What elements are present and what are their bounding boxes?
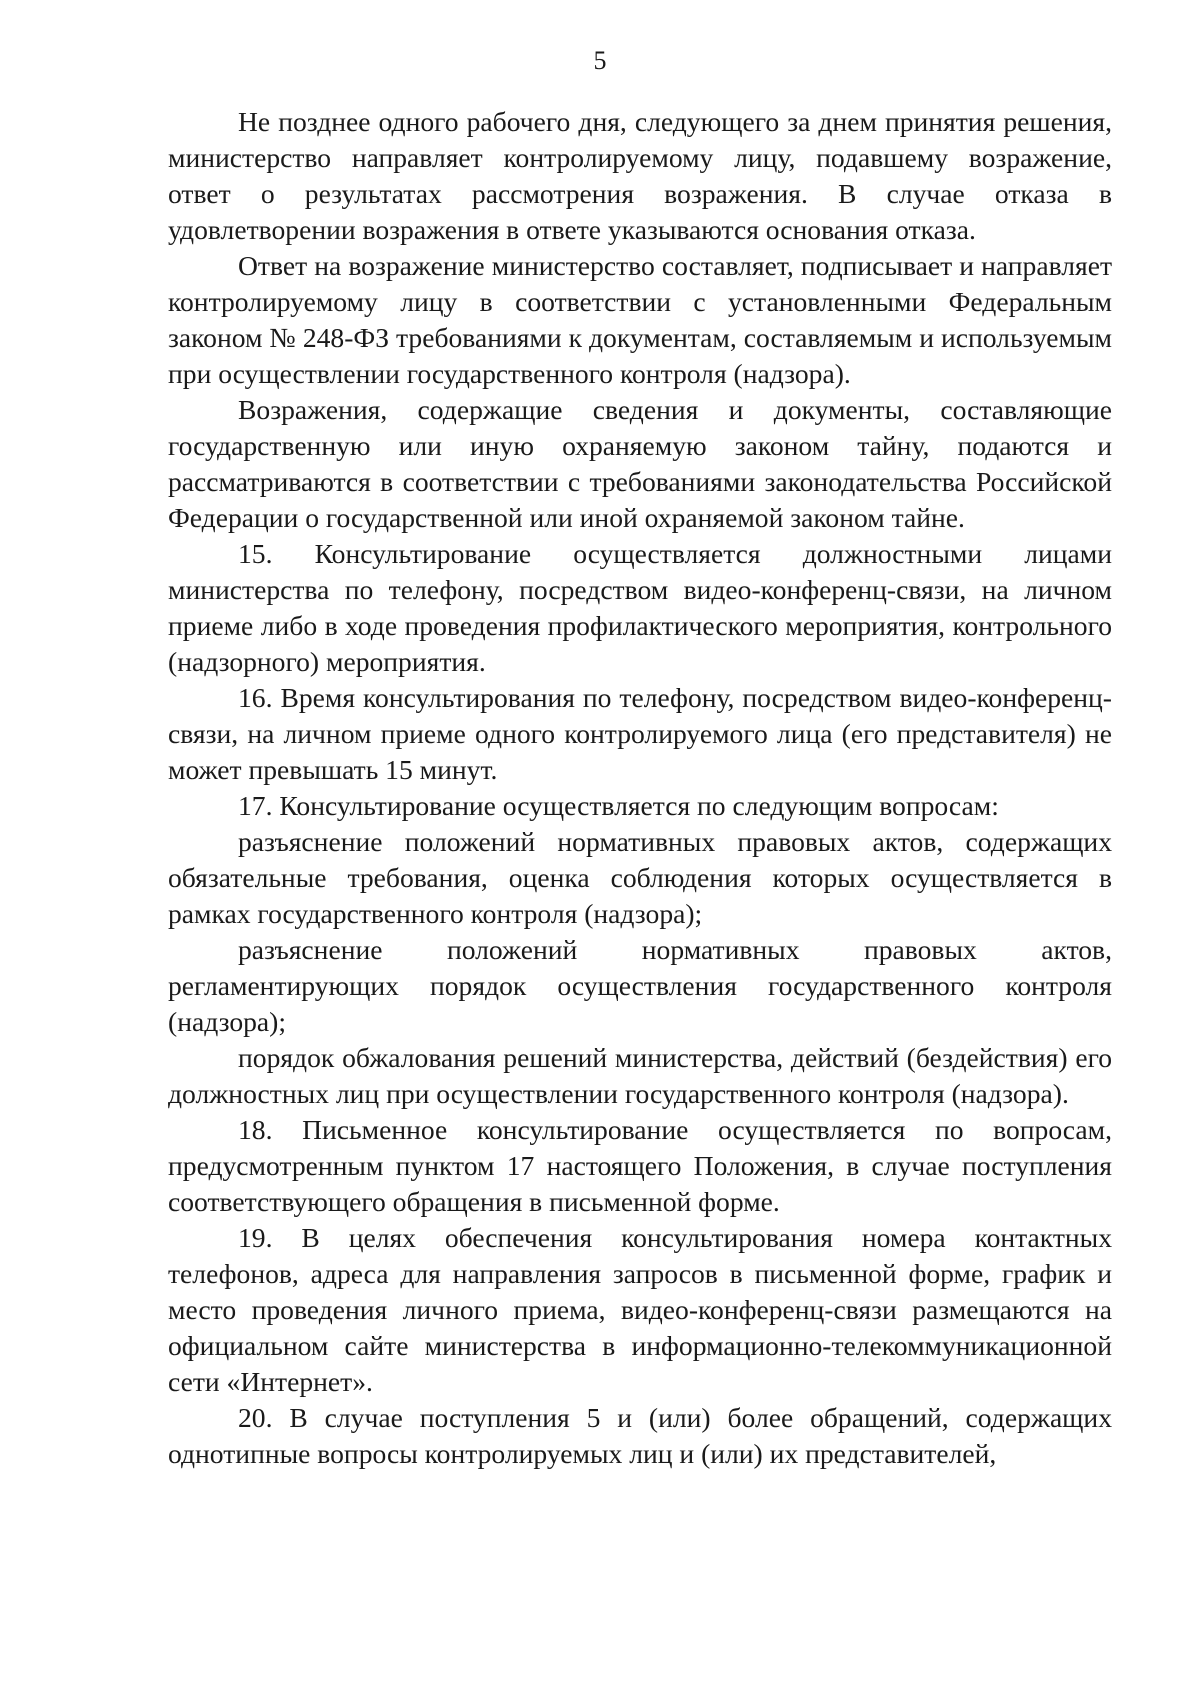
paragraph-item-16: 16. Время консультирования по телефону, посредством видео-конференц-связи, на личном приеме одного контролируемого лица (его представителя) не может превышать 15 минут. — [168, 682, 1112, 785]
paragraph-objection-secret-info: Возражения, содержащие сведения и документы, составляющие государственную или иную охраняемую законом тайну, подаются и рассматриваются в соответствии с требованиями законодательства Российской Федерации о государственной или иной охраняемой законом тайне. — [168, 394, 1112, 533]
paragraph-item-19: 19. В целях обеспечения консультирования номера контактных телефонов, адреса для направления запросов в письменной форме, график и место проведения личного приема, видео-конференц-связи размещаются на официальном сайте министерства в информационно-телекоммуникационной сети «Интернет». — [168, 1222, 1112, 1397]
paragraph-item-20: 20. В случае поступления 5 и (или) более обращений, содержащих однотипные вопросы контролируемых лиц и (или) их представителей, — [168, 1402, 1112, 1469]
paragraph-item-18: 18. Письменное консультирование осуществляется по вопросам, предусмотренным пунктом 17 настоящего Положения, в случае поступления соответствующего обращения в письменной форме. — [168, 1114, 1112, 1217]
page-number: 5 — [593, 46, 607, 75]
paragraph-item-17: 17. Консультирование осуществляется по следующим вопросам: — [238, 790, 999, 821]
paragraph-item-15: 15. Консультирование осуществляется должностными лицами министерства по телефону, посредством видео-конференц-связи, на личном приеме либо в ходе проведения профилактического мероприятия, контрольного (надзорного) мероприятия. — [168, 538, 1112, 677]
paragraph-objection-response-form: Ответ на возражение министерство составляет, подписывает и направляет контролируемому лицу в соответствии с установленными Федеральным законом № 248-ФЗ требованиями к документам, составляемым и используемым при осуществлении государственного контроля (надзора). — [168, 250, 1112, 389]
document-body — [168, 104, 1112, 1472]
list-item-17-1: разъяснение положений нормативных правовых актов, содержащих обязательные требования, оценка соблюдения которых осуществляется в рамках государственного контроля (надзора); — [168, 826, 1112, 929]
paragraph-objection-response-deadline: Не позднее одного рабочего дня, следующего за днем принятия решения, министерство направляет контролируемому лицу, подавшему возражение, ответ о результатах рассмотрения возражения. В случае отказа в удовлетворении возражения в ответе указываются основания отказа. — [168, 106, 1112, 245]
list-item-17-3: порядок обжалования решений министерства, действий (бездействия) его должностных лиц при осуществлении государственного контроля (надзора). — [168, 1042, 1112, 1109]
list-item-17-2: разъяснение положений нормативных правовых актов, регламентирующих порядок осуществления государственного контроля (надзора); — [168, 934, 1112, 1037]
